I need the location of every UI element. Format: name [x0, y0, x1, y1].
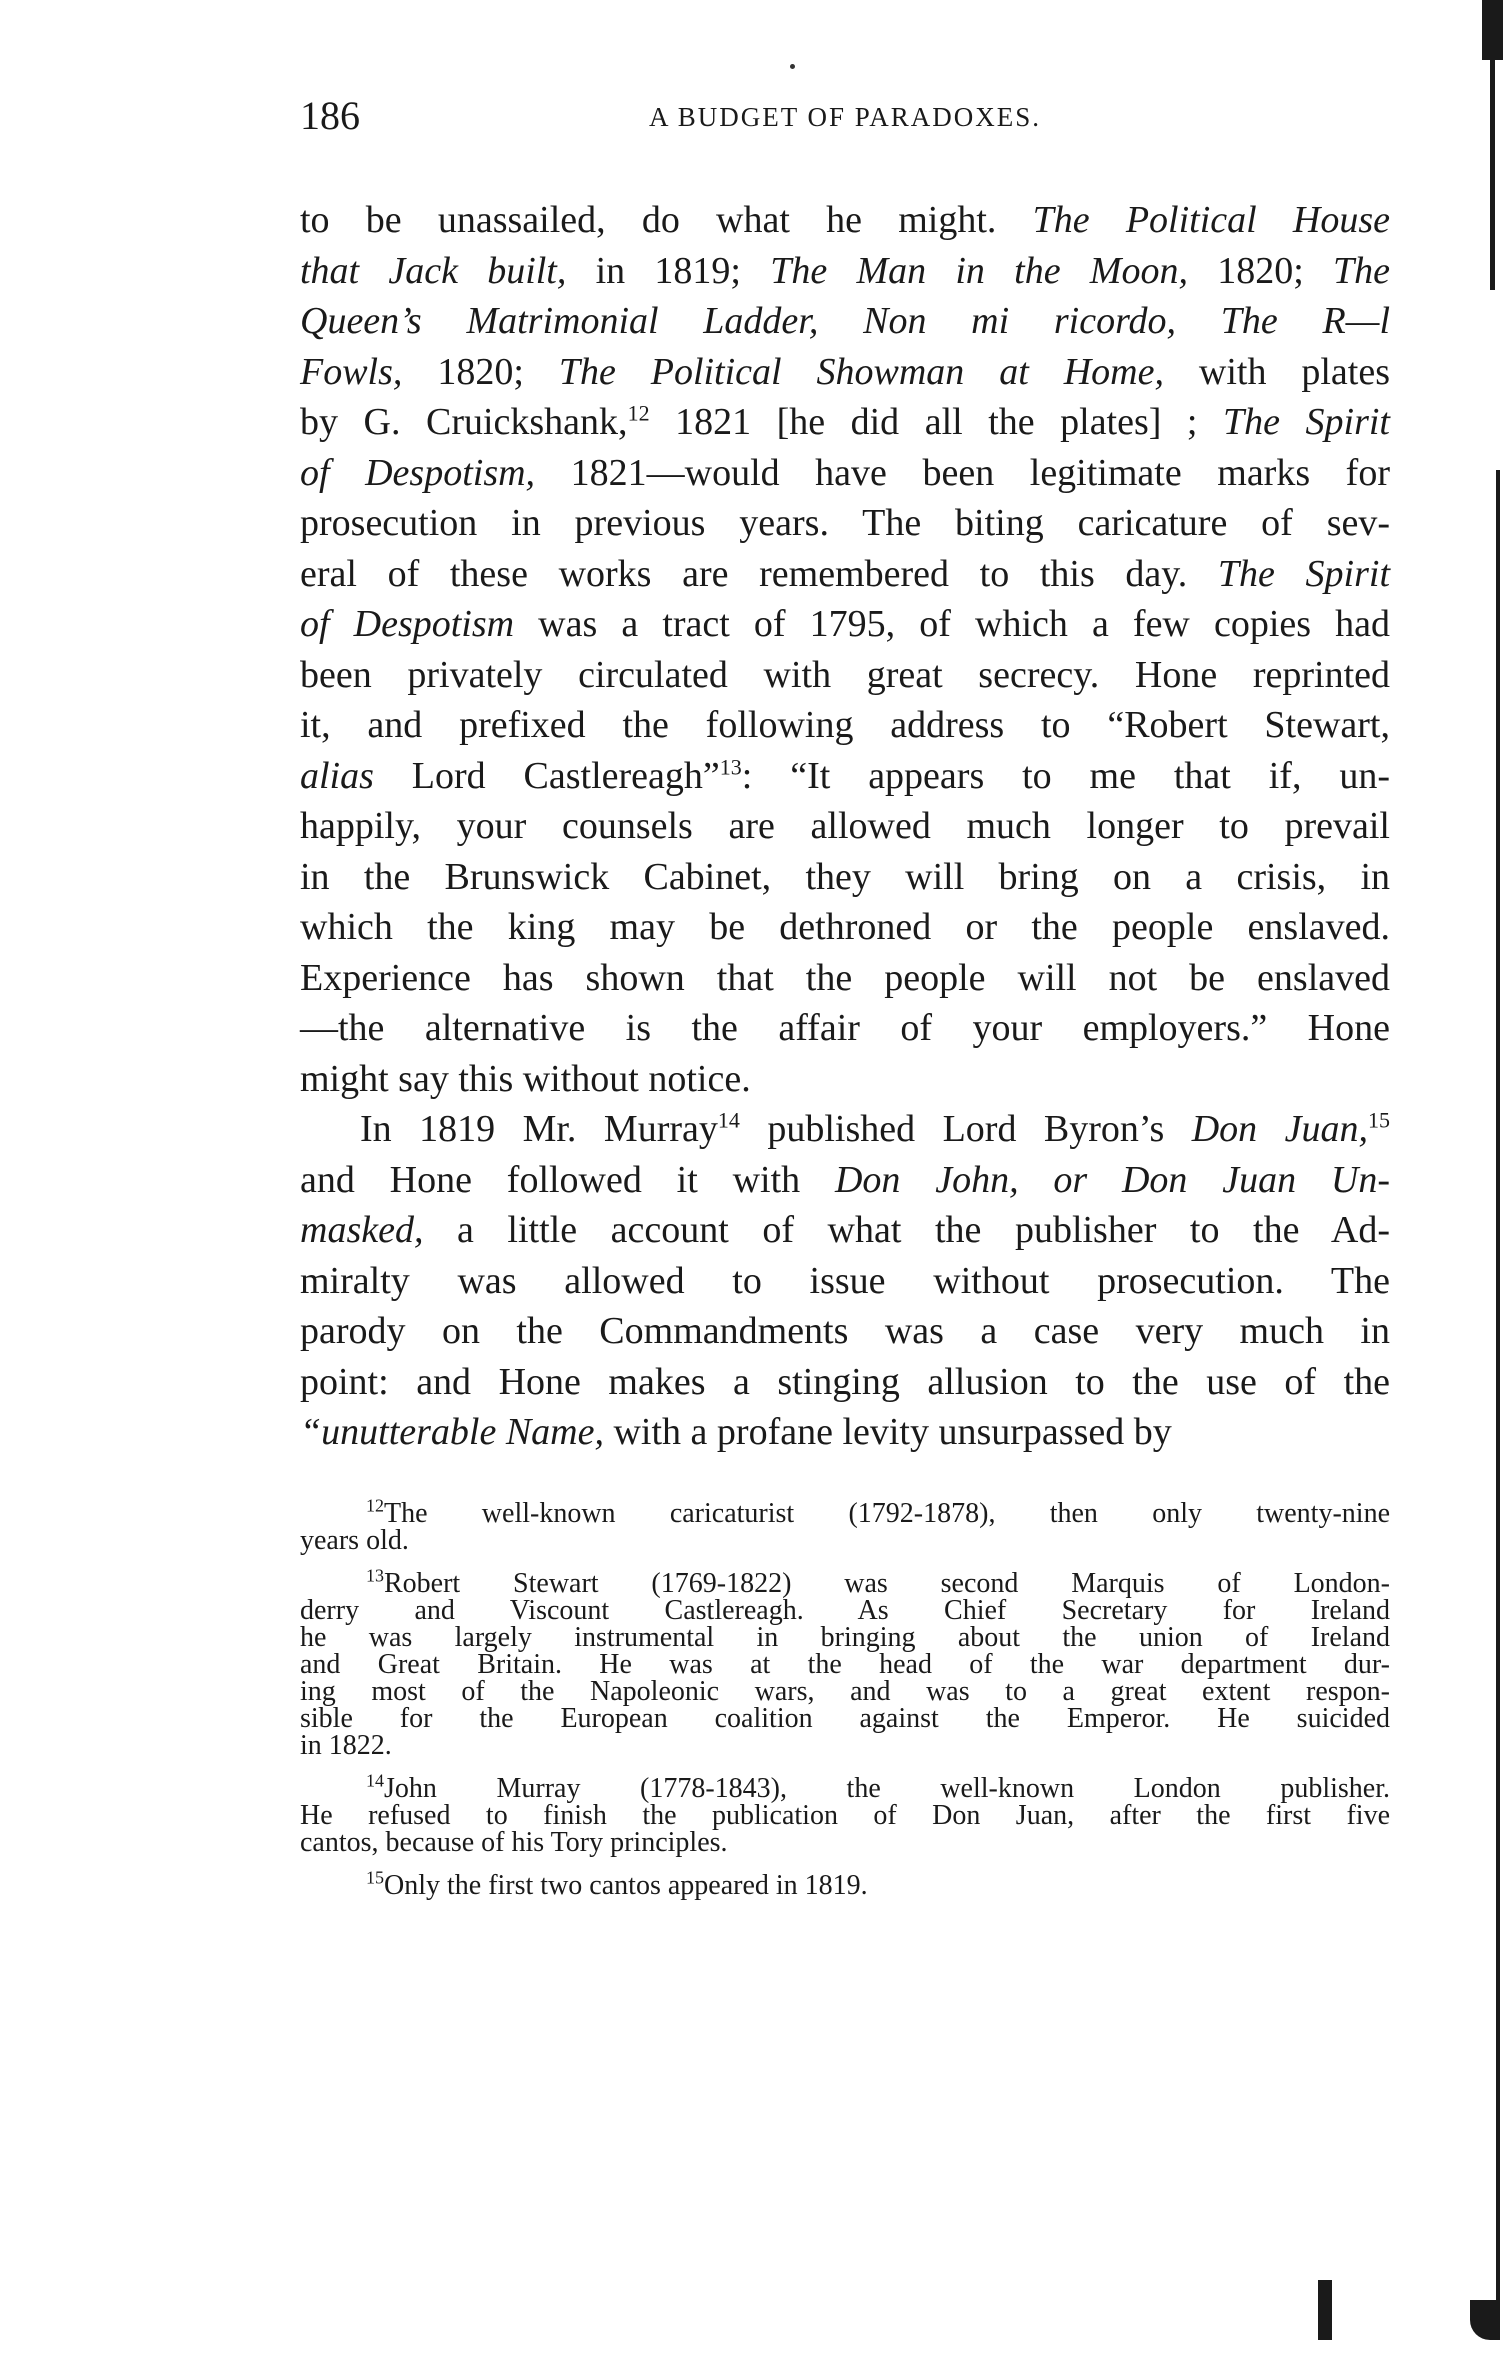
text-line [300, 296, 1390, 347]
text-run: of Despotism [300, 603, 515, 645]
footnote-line [300, 1705, 1390, 1732]
footnote-line [300, 1495, 1390, 1529]
text-run: The Spirit [1223, 401, 1390, 443]
footnote-line [300, 1802, 1390, 1829]
text-run: was a tract of 1795, of which a few copies had [514, 603, 1390, 645]
text-line [300, 347, 1390, 398]
footnote-number: 12 [366, 1495, 384, 1516]
text-line [300, 751, 1390, 802]
text-run: with a profane levity unsurpassed by [603, 1411, 1172, 1453]
text-run: a little account of what the publisher to the Ad- [423, 1209, 1390, 1251]
text-line [300, 650, 1390, 701]
footnote-ref: 14 [717, 1107, 740, 1133]
text-run: 1821 [he did all the plates] ; [649, 401, 1224, 443]
footnote-text: Only the first two cantos appeared in 1819. [384, 1870, 868, 1901]
text-run: been privately circulated with great secrecy. Hone reprinted [300, 653, 1390, 696]
text-line [300, 599, 1390, 650]
text-run: that Jack built, [300, 249, 567, 292]
text-line [300, 953, 1390, 1004]
text-line [300, 195, 1390, 246]
footnote-line [300, 1770, 1390, 1804]
text-run: Don Juan, [1191, 1108, 1369, 1150]
text-line [300, 801, 1390, 852]
text-line [300, 448, 1390, 499]
footnote-line [300, 1597, 1390, 1624]
text-line [300, 1155, 1390, 1206]
text-run: In 1819 Mr. Murray [360, 1108, 718, 1150]
text-line [300, 1003, 1390, 1054]
text-line [300, 852, 1390, 903]
text-run: parody on the Commandments was a case very much in [300, 1310, 1390, 1352]
footnote-number: 13 [366, 1565, 384, 1586]
page-edge-mark [1496, 470, 1500, 2320]
text-run: might say this without notice. [300, 1057, 751, 1100]
footnote-number: 15 [366, 1867, 384, 1888]
text-line [300, 902, 1390, 953]
page-edge-mark [1470, 2300, 1500, 2340]
page-edge-mark [1482, 0, 1503, 60]
footnote-text: years old. [300, 1525, 409, 1556]
stray-dot-mark [790, 64, 795, 69]
footnote-text: and Great Britain. He was at the head of the war department dur- [300, 1649, 1390, 1680]
text-run: The Spirit [1217, 552, 1390, 595]
text-run: The Political Showman at Home, [558, 350, 1164, 393]
footnote-line [300, 1829, 1390, 1856]
text-run: alias [300, 754, 374, 797]
text-run: point: and Hone makes a stinging allusion to the use of the [300, 1360, 1390, 1403]
body-text [300, 195, 1390, 1458]
text-run: 1821—would have been legitimate marks for [535, 451, 1390, 494]
footnote-text: he was largely instrumental in bringing about the union of Ireland [300, 1622, 1390, 1653]
footnote-text: in 1822. [300, 1730, 392, 1761]
text-run: with plates [1163, 350, 1391, 393]
footnote-line [300, 1565, 1390, 1599]
footnote-text: John Murray (1778-1843), the well-known London publisher. [384, 1773, 1390, 1804]
page-header [300, 92, 1390, 152]
page-number: 186 [300, 93, 360, 138]
footnote-line [300, 1867, 1390, 1901]
text-run: Lord Castlereagh” [373, 754, 720, 797]
text-run: by G. Cruickshank, [300, 401, 628, 443]
text-run: masked, [300, 1209, 424, 1251]
text-run: prosecution in previous years. The biting caricature of sev- [300, 502, 1390, 544]
text-run: : “It appears to me that if, un- [741, 754, 1390, 797]
text-run: and Hone followed it with [300, 1158, 835, 1201]
text-line [300, 1407, 1390, 1458]
text-line [300, 1306, 1390, 1357]
footnote-text: derry and Viscount Castlereagh. As Chief Secretary for Ireland [300, 1595, 1390, 1626]
text-line [300, 397, 1390, 448]
footnote [300, 1495, 1390, 1556]
text-run: miralty was allowed to issue without prosecution. The [300, 1259, 1390, 1302]
text-run: 1820; [402, 350, 559, 393]
text-run: it, and prefixed the following address to “Robert Stewart, [300, 704, 1390, 746]
footnote-ref: 15 [1368, 1107, 1391, 1133]
footnote-text: Robert Stewart (1769-1822) was second Marquis of London- [384, 1568, 1390, 1599]
text-run: Don John, or Don Juan Un- [834, 1158, 1390, 1201]
text-line [300, 1054, 1390, 1105]
text-line [300, 1104, 1390, 1155]
text-line [300, 1256, 1390, 1307]
page-edge-mark [1318, 2280, 1332, 2340]
text-run: The Man in the Moon, [770, 249, 1188, 292]
text-line [300, 700, 1390, 751]
footnote-line [300, 1732, 1390, 1759]
footnote-text: He refused to finish the publication of Don Juan, after the first five [300, 1800, 1390, 1831]
text-run: Fowls, [300, 350, 403, 393]
text-run: in 1819; [566, 249, 771, 292]
text-line [300, 1357, 1390, 1408]
footnote-ref: 13 [719, 753, 742, 779]
footnote-ref: 12 [627, 400, 650, 426]
footnote-text: cantos, because of his Tory principles. [300, 1827, 728, 1858]
text-line [300, 246, 1390, 297]
footnote [300, 1867, 1390, 1901]
footnotes [300, 1495, 1390, 1915]
text-run: The [1333, 249, 1391, 292]
footnote [300, 1770, 1390, 1858]
text-line [300, 498, 1390, 549]
footnote-text: ing most of the Napoleonic wars, and was to a great extent respon- [300, 1676, 1390, 1707]
text-run: in the Brunswick Cabinet, they will bring on a crisis, in [300, 855, 1390, 898]
text-run: published Lord Byron’s [739, 1108, 1192, 1150]
footnote [300, 1565, 1390, 1761]
text-run: of Despotism, [300, 451, 536, 494]
footnote-line [300, 1527, 1390, 1554]
text-run: to be unassailed, do what he might. [300, 199, 1033, 241]
footnote-line [300, 1651, 1390, 1678]
text-run: —the alternative is the affair of your employers.” Hone [300, 1007, 1390, 1049]
text-run: Experience has shown that the people will not be enslaved [300, 956, 1390, 999]
footnote-text: The well-known caricaturist (1792-1878), then only twenty-nine [384, 1498, 1390, 1529]
text-run: eral of these works are remembered to this day. [300, 552, 1218, 595]
footnote-line [300, 1678, 1390, 1705]
running-title: A BUDGET OF PARADOXES. [648, 102, 1042, 132]
text-line [300, 549, 1390, 600]
text-run: The Political House [1032, 199, 1390, 241]
footnote-number: 14 [366, 1770, 384, 1791]
text-run: Queen’s Matrimonial Ladder, Non mi ricordo, The R—l [300, 300, 1390, 342]
text-run: 1820; [1187, 249, 1334, 292]
footnote-line [300, 1624, 1390, 1651]
footnote-text: sible for the European coalition against the Emperor. He suicided [300, 1703, 1390, 1734]
page-edge-mark [1490, 60, 1495, 290]
text-run: happily, your counsels are allowed much longer to prevail [300, 805, 1390, 847]
text-line [300, 1205, 1390, 1256]
text-run: “unutterable Name, [300, 1411, 604, 1453]
text-run: which the king may be dethroned or the people enslaved. [300, 906, 1390, 948]
